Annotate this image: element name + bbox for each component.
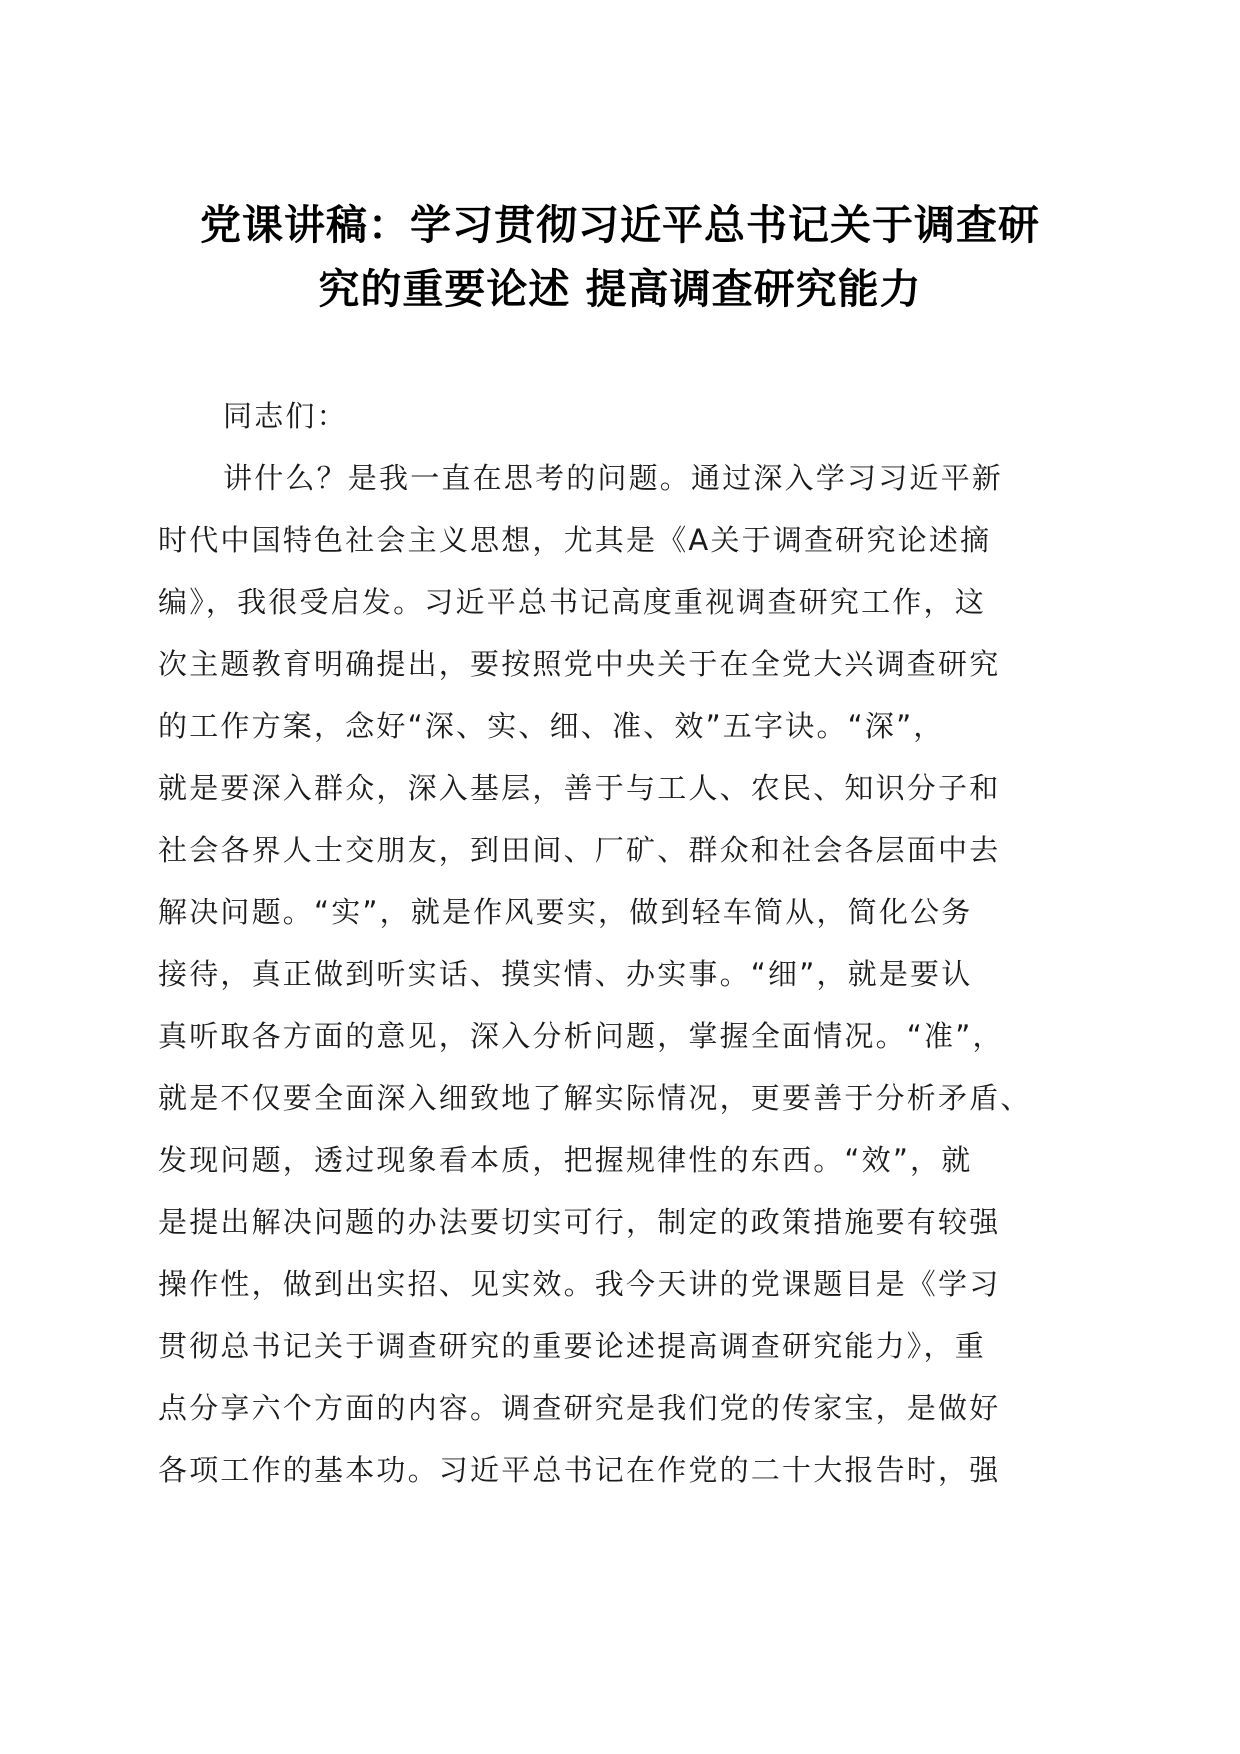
paragraph-line: 各项工作的基本功。习近平总书记在作党的二十大报告时，强 <box>158 1453 1001 1487</box>
paragraph-line: 次主题教育明确提出，要按照党中央关于在全党大兴调查研究 <box>158 647 1001 681</box>
salutation: 同志们： <box>223 399 348 433</box>
paragraph-line: 发现问题，透过现象看本质，把握规律性的东西。“效”，就 <box>158 1143 973 1177</box>
paragraph-line: 贯彻总书记关于调查研究的重要论述提高调查研究能力》，重 <box>158 1329 986 1363</box>
paragraph-line: 时代中国特色社会主义思想，尤其是《A关于调查研究论述摘 <box>158 523 992 557</box>
paragraph-line: 的工作方案，念好“深、实、细、准、效”五字诀。“深”， <box>158 709 945 743</box>
paragraph-line: 就是要深入群众，深入基层，善于与工人、农民、知识分子和 <box>158 771 1001 805</box>
paragraph-line: 解决问题。“实”，就是作风要实，做到轻车简从，简化公务 <box>158 895 973 929</box>
paragraph-line: 操作性，做到出实招、见实效。我今天讲的党课题目是《学习 <box>158 1267 1001 1301</box>
paragraph-line: 是提出解决问题的办法要切实可行，制定的政策措施要有较强 <box>158 1205 1001 1239</box>
paragraph-line: 接待，真正做到听实话、摸实情、办实事。“细”，就是要认 <box>158 957 973 991</box>
paragraph-line: 真听取各方面的意见，深入分析问题，掌握全面情况。“准”， <box>158 1019 1004 1053</box>
document-body <box>158 385 1088 1501</box>
title-line-1: 党课讲稿：学习贯彻习近平总书记关于调查研 <box>200 201 1040 249</box>
paragraph-line: 社会各界人士交朋友，到田间、厂矿、群众和社会各层面中去 <box>158 833 1001 867</box>
paragraph-line: 讲什么？是我一直在思考的问题。通过深入学习习近平新 <box>223 461 1004 495</box>
paragraph-line: 编》，我很受启发。习近平总书记高度重视调查研究工作，这 <box>158 585 986 619</box>
paragraph-line: 就是不仅要全面深入细致地了解实际情况，更要善于分析矛盾、 <box>158 1081 1032 1115</box>
document-title <box>150 193 1090 321</box>
paragraph-line: 点分享六个方面的内容。调查研究是我们党的传家宝，是做好 <box>158 1391 1001 1425</box>
title-line-2: 究的重要论述 提高调查研究能力 <box>318 265 922 313</box>
